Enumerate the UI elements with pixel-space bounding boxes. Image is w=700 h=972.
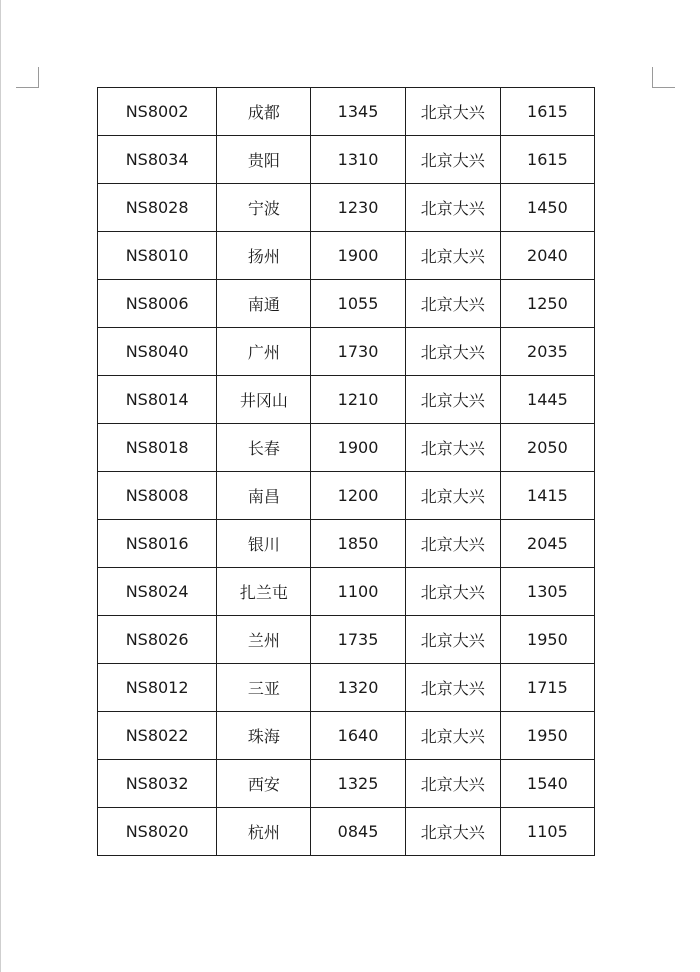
- origin-city-cell: 兰州: [217, 616, 311, 664]
- arrival-time-cell: 1105: [500, 808, 594, 856]
- destination-airport-cell: 北京大兴: [405, 88, 500, 136]
- departure-time-cell: 1100: [311, 568, 405, 616]
- arrival-time-cell: 1615: [500, 136, 594, 184]
- flight-number-cell: NS8034: [98, 136, 217, 184]
- flight-number-cell: NS8002: [98, 88, 217, 136]
- departure-time-cell: 1230: [311, 184, 405, 232]
- table-row: [98, 88, 595, 136]
- table-row: [98, 568, 595, 616]
- flight-number-cell: NS8024: [98, 568, 217, 616]
- arrival-time-cell: 1540: [500, 760, 594, 808]
- margin-corner-mark-right: [652, 67, 675, 88]
- origin-city-cell: 扎兰屯: [217, 568, 311, 616]
- arrival-time-cell: 1715: [500, 664, 594, 712]
- flight-number-cell: NS8032: [98, 760, 217, 808]
- arrival-time-cell: 1415: [500, 472, 594, 520]
- flight-number-cell: NS8006: [98, 280, 217, 328]
- destination-airport-cell: 北京大兴: [405, 328, 500, 376]
- table-body: [98, 88, 595, 856]
- arrival-time-cell: 1250: [500, 280, 594, 328]
- arrival-time-cell: 1615: [500, 88, 594, 136]
- arrival-time-cell: 1305: [500, 568, 594, 616]
- destination-airport-cell: 北京大兴: [405, 136, 500, 184]
- destination-airport-cell: 北京大兴: [405, 520, 500, 568]
- origin-city-cell: 成都: [217, 88, 311, 136]
- table-row: [98, 232, 595, 280]
- table-row: [98, 712, 595, 760]
- flight-number-cell: NS8012: [98, 664, 217, 712]
- departure-time-cell: 1055: [311, 280, 405, 328]
- arrival-time-cell: 2035: [500, 328, 594, 376]
- origin-city-cell: 井冈山: [217, 376, 311, 424]
- destination-airport-cell: 北京大兴: [405, 424, 500, 472]
- origin-city-cell: 西安: [217, 760, 311, 808]
- departure-time-cell: 0845: [311, 808, 405, 856]
- table-row: [98, 616, 595, 664]
- destination-airport-cell: 北京大兴: [405, 760, 500, 808]
- page-edge: [0, 0, 1, 972]
- arrival-time-cell: 2040: [500, 232, 594, 280]
- destination-airport-cell: 北京大兴: [405, 376, 500, 424]
- flight-number-cell: NS8018: [98, 424, 217, 472]
- arrival-time-cell: 1950: [500, 712, 594, 760]
- origin-city-cell: 杭州: [217, 808, 311, 856]
- departure-time-cell: 1640: [311, 712, 405, 760]
- table-row: [98, 184, 595, 232]
- departure-time-cell: 1210: [311, 376, 405, 424]
- origin-city-cell: 广州: [217, 328, 311, 376]
- origin-city-cell: 南昌: [217, 472, 311, 520]
- flight-number-cell: NS8010: [98, 232, 217, 280]
- departure-time-cell: 1310: [311, 136, 405, 184]
- table-row: [98, 280, 595, 328]
- origin-city-cell: 扬州: [217, 232, 311, 280]
- table-row: [98, 472, 595, 520]
- origin-city-cell: 珠海: [217, 712, 311, 760]
- table-row: [98, 376, 595, 424]
- flight-number-cell: NS8026: [98, 616, 217, 664]
- flight-number-cell: NS8020: [98, 808, 217, 856]
- destination-airport-cell: 北京大兴: [405, 568, 500, 616]
- origin-city-cell: 宁波: [217, 184, 311, 232]
- table-row: [98, 760, 595, 808]
- destination-airport-cell: 北京大兴: [405, 616, 500, 664]
- destination-airport-cell: 北京大兴: [405, 472, 500, 520]
- flight-number-cell: NS8022: [98, 712, 217, 760]
- table-row: [98, 136, 595, 184]
- table-row: [98, 664, 595, 712]
- departure-time-cell: 1345: [311, 88, 405, 136]
- arrival-time-cell: 2050: [500, 424, 594, 472]
- destination-airport-cell: 北京大兴: [405, 808, 500, 856]
- destination-airport-cell: 北京大兴: [405, 184, 500, 232]
- departure-time-cell: 1850: [311, 520, 405, 568]
- table-row: [98, 520, 595, 568]
- table-row: [98, 424, 595, 472]
- flight-number-cell: NS8008: [98, 472, 217, 520]
- arrival-time-cell: 2045: [500, 520, 594, 568]
- flight-number-cell: NS8014: [98, 376, 217, 424]
- margin-corner-mark-left: [16, 67, 39, 88]
- table-row: [98, 328, 595, 376]
- destination-airport-cell: 北京大兴: [405, 664, 500, 712]
- arrival-time-cell: 1950: [500, 616, 594, 664]
- departure-time-cell: 1900: [311, 424, 405, 472]
- departure-time-cell: 1325: [311, 760, 405, 808]
- origin-city-cell: 长春: [217, 424, 311, 472]
- destination-airport-cell: 北京大兴: [405, 712, 500, 760]
- origin-city-cell: 银川: [217, 520, 311, 568]
- departure-time-cell: 1900: [311, 232, 405, 280]
- flight-number-cell: NS8040: [98, 328, 217, 376]
- arrival-time-cell: 1445: [500, 376, 594, 424]
- table-row: [98, 808, 595, 856]
- flight-number-cell: NS8016: [98, 520, 217, 568]
- flight-schedule-table: [97, 87, 595, 856]
- arrival-time-cell: 1450: [500, 184, 594, 232]
- destination-airport-cell: 北京大兴: [405, 232, 500, 280]
- departure-time-cell: 1730: [311, 328, 405, 376]
- destination-airport-cell: 北京大兴: [405, 280, 500, 328]
- origin-city-cell: 三亚: [217, 664, 311, 712]
- departure-time-cell: 1200: [311, 472, 405, 520]
- departure-time-cell: 1735: [311, 616, 405, 664]
- flight-number-cell: NS8028: [98, 184, 217, 232]
- origin-city-cell: 贵阳: [217, 136, 311, 184]
- origin-city-cell: 南通: [217, 280, 311, 328]
- departure-time-cell: 1320: [311, 664, 405, 712]
